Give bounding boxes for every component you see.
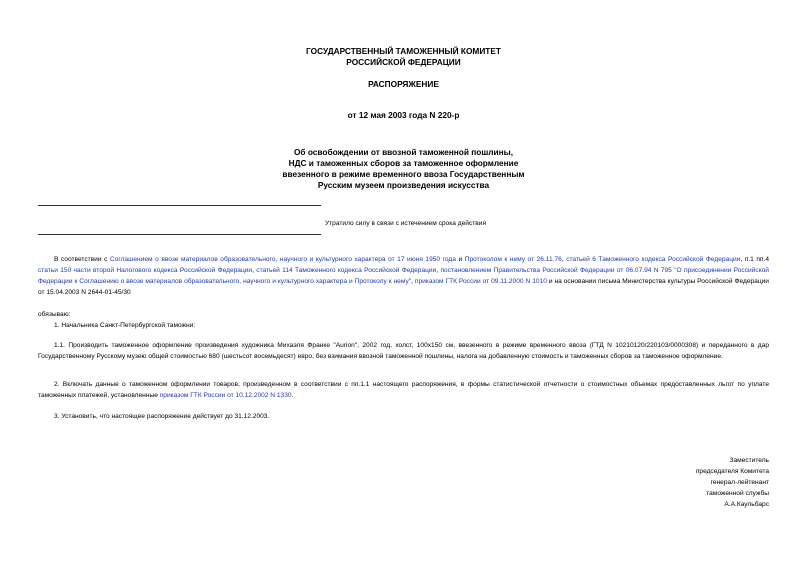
signature-line3: генерал-лейтенант — [710, 479, 769, 486]
link-tax-code-art150[interactable]: статьи 150 части второй Налогового кодекса Российской Федерации — [38, 267, 253, 274]
document-title-line3: ввезенного в режиме временного ввоза Государственным — [282, 169, 525, 179]
item-1-1: 1.1. Производить таможенное оформление произведения художника Михаэля Франке "Aurion", 2002 год, холст, 100х150 см, ввезенного в режиме временного ввоза (ГТД N 10210120/220103/0000308) и переданного в дар Государственному Русскому музею общей стоимостью 680 (шестьсот восемьдесят) евро, без взимания ввозной таможенной пошлины, налога на добавленную стоимость и таможенных сборов за таможенное оформление. — [38, 342, 769, 360]
signature-block — [696, 455, 769, 510]
agency-name-line1: ГОСУДАРСТВЕННЫЙ ТАМОЖЕННЫЙ КОМИТЕТ — [306, 46, 501, 56]
link-protocol[interactable]: Протоколом к нему от 26.11.76 — [464, 256, 562, 263]
item-3: 3. Установить, что настоящее распоряжение действует до 31.12.2003. — [54, 413, 270, 420]
item-2: 2. Включать данные о таможенном оформлении товаров, произведенном в соответствии с пп.1.1 настоящего распоряжения, в формы статистической отчетности о стоимостных объемах предоставленных льгот по уплате таможенных платежей, установленные приказом ГТК России от 10.12.2002 N 1330. — [38, 381, 769, 399]
document-type: РАСПОРЯЖЕНИЕ — [368, 79, 439, 89]
obligation-text: обязываю: — [38, 311, 71, 318]
preamble-paragraph: В соответствии с Соглашением о ввозе материалов образовательного, научного и культурного характера от 17 июня 1950 года и Протоколом к нему от 26.11.76, статьей 6 Таможенного кодекса Российской Федерации, п.1 пп.4 статьи 150 части второй Налогового кодекса Российской Федерации, статьей 114 Таможенного кодекса Российской Федерации, постановлением Правительства Российской Федерации от 06.07.94 N 795 "О присоединении Российской Федерации к Соглашению о ввозе материалов образовательного, научного и культурного характера и Протоколу к нему", приказом ГТК России от 09.11.2000 N 1010 и на основании письма Министерства культуры Российской Федерации от 15.04.2003 N 2644-01-45/30 — [38, 256, 769, 296]
signature-line1: Заместитель — [729, 457, 769, 464]
link-customs-code-art114[interactable]: статьей 114 Таможенного кодекса Российской Федерации — [256, 267, 437, 274]
document-title-line2: НДС и таможенных сборов за таможенное оформление — [288, 158, 519, 168]
divider-top — [38, 205, 321, 206]
link-unesco-agreement[interactable]: Соглашением о ввозе материалов образовательного, научного и культурного характера от 17 июня 1950 года — [109, 256, 456, 263]
link-customs-code-art6[interactable]: статьей 6 Таможенного кодекса Российской Федерации — [566, 256, 741, 263]
document-title-line4: Русским музеем произведения искусства — [317, 180, 490, 190]
link-gtk-order-1330[interactable]: приказом ГТК России от 10.12.2002 N 1330 — [159, 392, 292, 399]
document-date-number: от 12 мая 2003 года N 220-р — [347, 110, 460, 120]
item-1: 1. Начальника Санкт-Петербургской таможни: — [54, 322, 196, 329]
signature-line4: таможенной службы — [706, 490, 769, 497]
divider-bottom — [38, 234, 321, 235]
signature-name: А.А.Каульбарс — [724, 501, 769, 508]
link-gtk-order-1010[interactable]: приказом ГТК России от 09.11.2000 N 1010 — [414, 278, 547, 285]
status-note: Утратило силу в связи с истечением срока действия — [324, 220, 487, 227]
signature-line2: председателя Комитета — [695, 468, 769, 475]
document-title-line1: Об освобождении от ввозной таможенной пошлины, — [293, 147, 514, 157]
agency-name-line2: РОССИЙСКОЙ ФЕДЕРАЦИИ — [346, 57, 461, 67]
link-government-resolution-795[interactable]: постановлением Правительства Российской Федерации от 06.07.94 N 795 "О присоединении Российской Федерации к Соглашению о ввозе материалов образовательного, научного и культурного характера и Протоколу к нему" — [38, 267, 769, 285]
